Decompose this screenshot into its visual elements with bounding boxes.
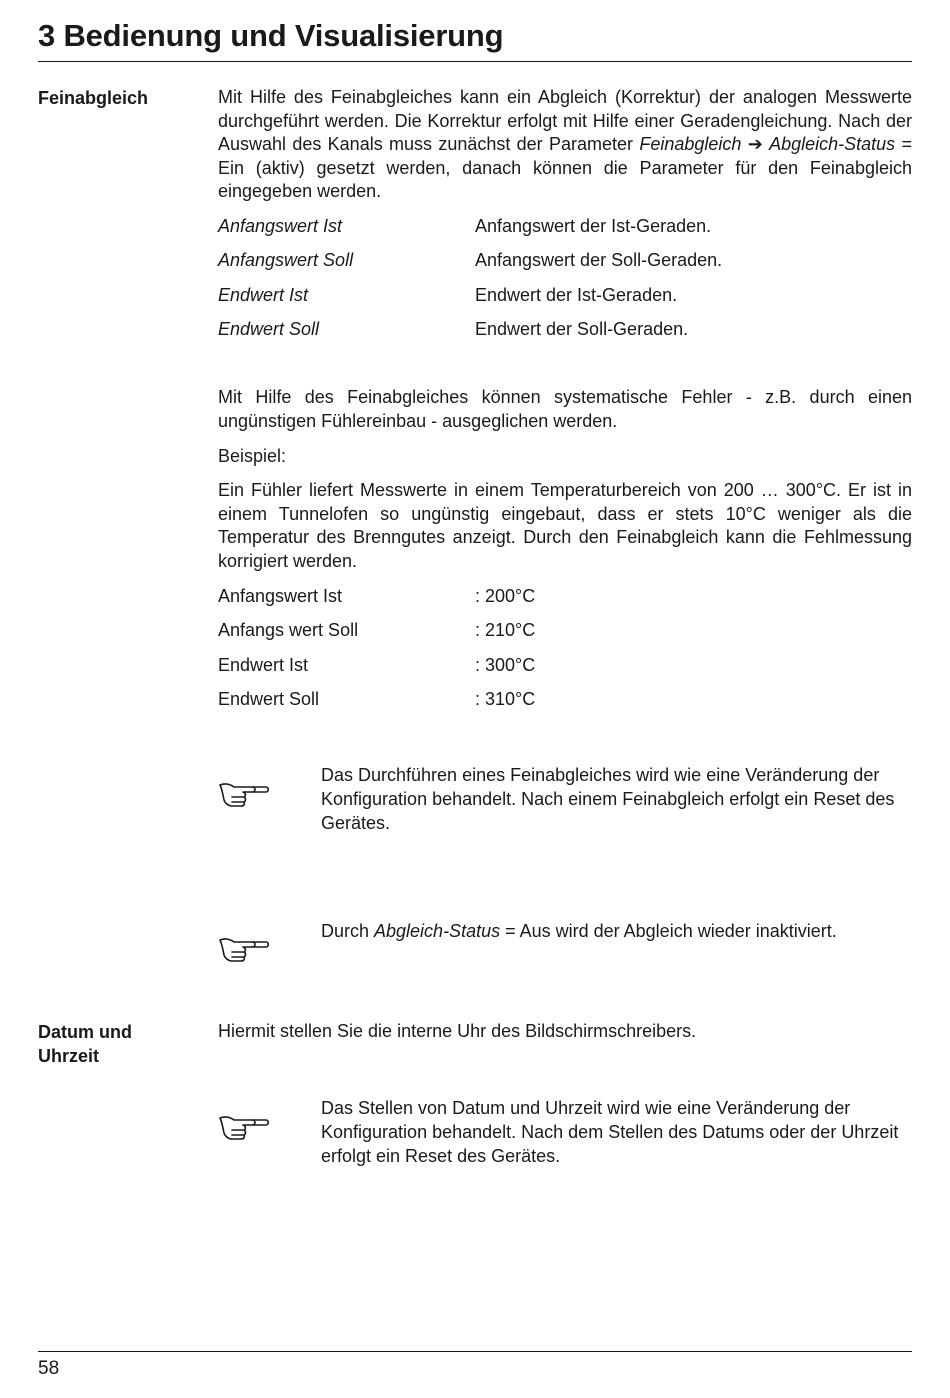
pointing-hand-icon: [216, 934, 270, 964]
section-label-datum-uhrzeit: [38, 1020, 198, 1068]
note-konfiguration: Das Durchführen eines Feinabgleiches wird wie eine Veränderung der Konfiguration behandelt. Nach einem Feinabgleich erfolgt ein Reset des Gerätes.: [321, 765, 895, 833]
example-name: Anfangs wert Soll: [218, 620, 359, 640]
example-name: Endwert Soll: [218, 689, 320, 709]
intro-param2: Abgleich-Status: [769, 134, 896, 154]
example-value: : 210°C: [475, 620, 536, 640]
header-rule: [38, 61, 912, 62]
note2-param: Abgleich-Status: [374, 921, 501, 941]
example-name: Endwert Ist: [218, 655, 309, 675]
note-abgleich-status: [321, 919, 912, 943]
pointing-hand-icon: [216, 779, 270, 809]
label-line-1: Datum und: [38, 1022, 132, 1042]
chapter-title: 3 Bedienung und Visualisierung: [38, 18, 504, 53]
example-text: Ein Fühler liefert Messwerte in einem Temperaturbereich von 200 … 300°C. Er ist in einem Tunnelofen so ungünstig eingebaut, dass er stets 10°C weniger als die Temperatur des Brenngutes anzeigt. Durch den Feinabgleich kann die Fehlmessung korrigiert werden.: [218, 480, 912, 571]
label-line-2: Uhrzeit: [38, 1046, 100, 1066]
datum-text: Hiermit stellen Sie die interne Uhr des Bildschirmschreibers.: [218, 1021, 697, 1041]
intro-part1: Mit Hilfe des Feinabgleiches kann ein Abgleich (Korrektur) der analogen Messwerte durchgeführt werden. Die Korrektur erfolgt mit Hilfe einer Geradengleichung. Nach der Auswahl des Kanals muss zunächst der Parameter: [218, 87, 912, 154]
param-name: Anfangswert Soll: [218, 250, 354, 270]
example-value: : 300°C: [475, 655, 536, 675]
note-datum-reset: Das Stellen von Datum und Uhrzeit wird wie eine Veränderung der Konfiguration behandelt. Nach dem Stellen des Datums oder der Uhrzeit erfolgt ein Reset des Gerätes.: [321, 1098, 899, 1166]
intro-part2: = Ein (aktiv) gesetzt werden, danach können die Parameter für den Feinabgleich eingegeben werden.: [218, 134, 913, 201]
param-desc: Anfangswert der Ist-Geraden.: [475, 216, 712, 236]
feinabgleich-intro: [218, 86, 912, 204]
example-name: Anfangswert Ist: [218, 586, 343, 606]
page-number: 58: [38, 1358, 60, 1379]
example-value: : 200°C: [475, 586, 536, 606]
param-name: Endwert Soll: [218, 319, 320, 339]
param-desc: Endwert der Ist-Geraden.: [475, 285, 678, 305]
note2-after: = Aus wird der Abgleich wieder inaktiviert.: [500, 921, 837, 941]
feinabgleich-purpose: Mit Hilfe des Feinabgleiches können systematische Fehler - z.B. durch einen ungünstigen Fühlereinbau - ausgeglichen werden.: [218, 387, 912, 431]
example-label: Beispiel:: [218, 446, 287, 466]
param-desc: Anfangswert der Soll-Geraden.: [475, 250, 723, 270]
example-value: : 310°C: [475, 689, 536, 709]
pointing-hand-icon: [216, 1112, 270, 1142]
param-name: Endwert Ist: [218, 285, 309, 305]
note2-before: Durch: [321, 921, 375, 941]
param-name: Anfangswert Ist: [218, 216, 343, 236]
section-label-feinabgleich: Feinabgleich: [38, 88, 149, 108]
intro-arrow: ➔: [741, 134, 770, 154]
intro-param1: Feinabgleich: [639, 134, 742, 154]
footer-rule: [38, 1351, 912, 1352]
param-desc: Endwert der Soll-Geraden.: [475, 319, 689, 339]
